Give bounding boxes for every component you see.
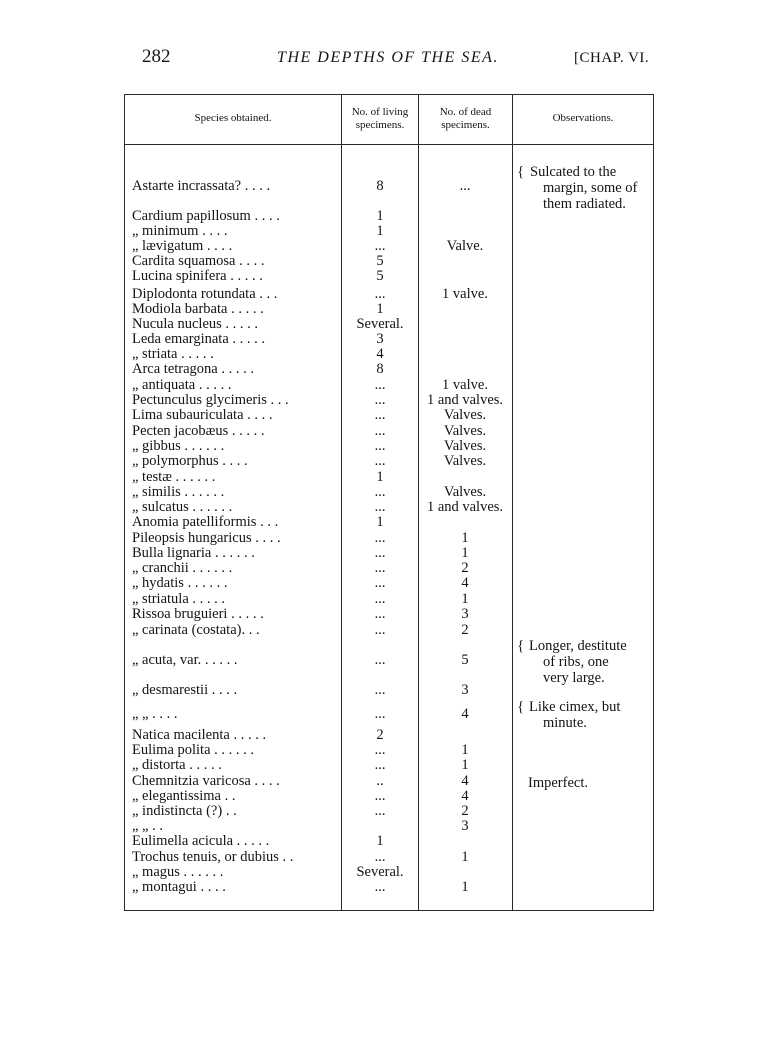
species-name: Nucula nucleus . . . . . xyxy=(132,316,259,332)
species-name: Chemnitzia varicosa . . . . xyxy=(132,773,280,789)
table-row xyxy=(0,788,776,804)
table-row xyxy=(0,879,776,895)
observation-line: minute. xyxy=(543,715,587,731)
species-name: Bulla lignaria . . . . . . xyxy=(132,545,255,561)
dead-count: 3 xyxy=(461,682,469,698)
living-count: ... xyxy=(374,879,386,895)
species-name: „ carinata (costata). . . xyxy=(132,622,260,638)
species-name: „ sulcatus . . . . . . xyxy=(132,499,233,515)
dead-count: Valve. xyxy=(446,238,484,254)
dead-count: 1 xyxy=(461,591,469,607)
species-name: „ striata . . . . . xyxy=(132,346,214,362)
species-name: „ desmarestii . . . . xyxy=(132,682,238,698)
table-row xyxy=(0,727,776,743)
living-count: ... xyxy=(374,706,386,722)
species-name: Leda emarginata . . . . . xyxy=(132,331,265,347)
observation-line: Sulcated to the xyxy=(530,164,617,180)
living-count: ... xyxy=(374,757,386,773)
species-name: „ striatula . . . . . xyxy=(132,591,226,607)
table-header-rule xyxy=(124,144,654,145)
dead-count: 1 and valves. xyxy=(426,392,504,408)
species-name: Eulima polita . . . . . . xyxy=(132,742,255,758)
brace-glyph: { xyxy=(517,699,525,715)
living-count: ... xyxy=(374,286,386,302)
column-header-dead-line: specimens. xyxy=(441,119,490,131)
living-count: ... xyxy=(374,849,386,865)
table-bottom-rule xyxy=(124,910,654,911)
table-row xyxy=(0,682,776,698)
living-count: 1 xyxy=(376,833,384,849)
dead-count: 1 xyxy=(461,849,469,865)
table-row xyxy=(0,469,776,485)
living-count: ... xyxy=(374,575,386,591)
species-name: Pileopsis hungaricus . . . . xyxy=(132,530,281,546)
dead-count: 1 xyxy=(461,879,469,895)
dead-count: 2 xyxy=(461,803,469,819)
observation-line: very large. xyxy=(543,670,605,686)
table-row xyxy=(0,268,776,284)
dead-count: 3 xyxy=(461,606,469,622)
table-row xyxy=(0,606,776,622)
living-count: ... xyxy=(374,484,386,500)
observation-note xyxy=(517,699,653,733)
species-name: Pectunculus glycimeris . . . xyxy=(132,392,289,408)
living-count: ... xyxy=(374,545,386,561)
living-count: .. xyxy=(376,773,384,789)
living-count: ... xyxy=(374,803,386,819)
living-count: 1 xyxy=(376,301,384,317)
species-name: Lucina spinifera . . . . . xyxy=(132,268,263,284)
species-name: Natica macilenta . . . . . xyxy=(132,727,267,743)
dead-count: 1 xyxy=(461,530,469,546)
table-row xyxy=(0,833,776,849)
species-name: Pecten jacobæus . . . . . xyxy=(132,423,265,439)
species-name: „ montagui . . . . xyxy=(132,879,226,895)
species-name: „ magus . . . . . . xyxy=(132,864,224,880)
table-row xyxy=(0,530,776,546)
page-number: 282 xyxy=(142,46,171,67)
table-row xyxy=(0,484,776,500)
table-row xyxy=(0,301,776,317)
observation-line: Imperfect. xyxy=(528,775,588,791)
species-name: „ gibbus . . . . . . xyxy=(132,438,225,454)
observation-line: Longer, destitute xyxy=(529,638,627,654)
dead-count: Valves. xyxy=(443,407,487,423)
table-row xyxy=(0,286,776,302)
table-row xyxy=(0,560,776,576)
dead-count: 4 xyxy=(461,788,469,804)
species-name: „ polymorphus . . . . xyxy=(132,453,248,469)
living-count: ... xyxy=(374,606,386,622)
living-count: ... xyxy=(374,392,386,408)
living-count: ... xyxy=(374,423,386,439)
column-header-living-line: No. of living xyxy=(351,106,409,118)
living-count: 5 xyxy=(376,268,384,284)
table-top-rule xyxy=(124,94,654,95)
living-count: ... xyxy=(374,652,386,668)
table-row xyxy=(0,331,776,347)
table-row xyxy=(0,803,776,819)
table-row xyxy=(0,438,776,454)
table-row xyxy=(0,253,776,269)
dead-count: 2 xyxy=(461,622,469,638)
living-count: 3 xyxy=(376,331,384,347)
living-count: ... xyxy=(374,407,386,423)
dead-count: 1 xyxy=(461,742,469,758)
species-name: „ cranchii . . . . . . xyxy=(132,560,233,576)
dead-count: 4 xyxy=(461,706,469,722)
column-header-living-line: specimens. xyxy=(355,119,405,131)
living-count: ... xyxy=(374,438,386,454)
species-name: „ elegantissima . . xyxy=(132,788,236,804)
species-name: Diplodonta rotundata . . . xyxy=(132,286,278,302)
dead-count: 1 and valves. xyxy=(426,499,504,515)
chapter-reference: [CHAP. VI. xyxy=(574,50,650,66)
column-header-dead xyxy=(419,106,512,132)
observation-note xyxy=(528,775,648,793)
table-row xyxy=(0,453,776,469)
table-row xyxy=(0,223,776,239)
living-count: 4 xyxy=(376,346,384,362)
table-row xyxy=(0,514,776,530)
species-name: Anomia patelliformis . . . xyxy=(132,514,279,530)
observation-line: of ribs, one xyxy=(543,654,609,670)
species-name: „ acuta, var. . . . . . xyxy=(132,652,238,668)
dead-count: 1 valve. xyxy=(442,286,488,302)
table-row xyxy=(0,377,776,393)
living-count: 5 xyxy=(376,253,384,269)
living-count: Several. xyxy=(356,316,404,332)
dead-count: 2 xyxy=(461,560,469,576)
living-count: 1 xyxy=(376,514,384,530)
species-name: Astarte incrassata? . . . . xyxy=(132,178,271,194)
dead-count: Valves. xyxy=(443,423,487,439)
column-header-species: Species obtained. xyxy=(194,112,272,124)
brace-glyph: { xyxy=(517,638,525,654)
table-row xyxy=(0,407,776,423)
species-name: „ distorta . . . . . xyxy=(132,757,222,773)
observation-note xyxy=(517,638,653,688)
living-count: 1 xyxy=(376,223,384,239)
table-row xyxy=(0,849,776,865)
table-row xyxy=(0,238,776,254)
table-row xyxy=(0,392,776,408)
living-count: 8 xyxy=(376,361,384,377)
species-name: „ testæ . . . . . . xyxy=(132,469,216,485)
living-count: ... xyxy=(374,530,386,546)
table-row xyxy=(0,864,776,880)
table-row xyxy=(0,545,776,561)
brace-glyph: { xyxy=(517,164,525,180)
dead-count: 4 xyxy=(461,773,469,789)
species-name: Lima subauriculata . . . . xyxy=(132,407,273,423)
table-row xyxy=(0,742,776,758)
living-count: 8 xyxy=(376,178,384,194)
living-count: ... xyxy=(374,499,386,515)
table-row xyxy=(0,316,776,332)
species-name: Arca tetragona . . . . . xyxy=(132,361,254,377)
species-name: „ indistincta (?) . . xyxy=(132,803,237,819)
living-count: ... xyxy=(374,453,386,469)
table-row xyxy=(0,361,776,377)
table-row xyxy=(0,757,776,773)
observation-line: margin, some of xyxy=(543,180,638,196)
living-count: ... xyxy=(374,377,386,393)
species-name: „ „ . . . . xyxy=(132,706,178,722)
species-name: Eulimella acicula . . . . . xyxy=(132,833,270,849)
living-count: ... xyxy=(374,788,386,804)
living-count: ... xyxy=(374,560,386,576)
table-row xyxy=(0,818,776,834)
table-row xyxy=(0,622,776,638)
dead-count: 1 valve. xyxy=(442,377,488,393)
living-count: ... xyxy=(374,742,386,758)
species-name: „ antiquata . . . . . xyxy=(132,377,232,393)
living-count: 2 xyxy=(376,727,384,743)
living-count: ... xyxy=(374,591,386,607)
species-name: „ similis . . . . . . xyxy=(132,484,225,500)
table-row xyxy=(0,575,776,591)
species-name: „ minimum . . . . xyxy=(132,223,228,239)
living-count: ... xyxy=(374,238,386,254)
table-row xyxy=(0,773,776,789)
species-name: „ hydatis . . . . . . xyxy=(132,575,228,591)
living-count: ... xyxy=(374,622,386,638)
table-row xyxy=(0,208,776,224)
table-row xyxy=(0,652,776,668)
living-count: Several. xyxy=(356,864,404,880)
table-row xyxy=(0,178,776,194)
table-row xyxy=(0,346,776,362)
dead-count: 4 xyxy=(461,575,469,591)
column-header-dead-line: No. of dead xyxy=(439,106,492,118)
dead-count: 1 xyxy=(461,545,469,561)
observation-note xyxy=(517,164,653,214)
species-name: Rissoa bruguieri . . . . . xyxy=(132,606,264,622)
species-name: Trochus tenuis, or dubius . . xyxy=(132,849,294,865)
dead-count: 1 xyxy=(461,757,469,773)
observation-line: Like cimex, but xyxy=(529,699,621,715)
column-header-observations: Observations. xyxy=(552,112,614,124)
dead-count: Valves. xyxy=(443,438,487,454)
living-count: ... xyxy=(374,682,386,698)
table-row xyxy=(0,499,776,515)
column-header-living xyxy=(342,106,418,132)
dead-count: 5 xyxy=(461,652,469,668)
table-row xyxy=(0,706,776,722)
dead-count: Valves. xyxy=(443,484,487,500)
species-name: Modiola barbata . . . . . xyxy=(132,301,264,317)
dead-count: Valves. xyxy=(443,453,487,469)
dead-count: 3 xyxy=(461,818,469,834)
table-row xyxy=(0,423,776,439)
observation-line: them radiated. xyxy=(543,196,626,212)
species-name: „ „ . . xyxy=(132,818,163,834)
table-row xyxy=(0,591,776,607)
running-title: THE DEPTHS OF THE SEA. xyxy=(277,49,499,66)
species-name: Cardita squamosa . . . . xyxy=(132,253,265,269)
species-name: „ lævigatum . . . . xyxy=(132,238,233,254)
dead-count: ... xyxy=(459,178,471,194)
living-count: 1 xyxy=(376,208,384,224)
living-count: 1 xyxy=(376,469,384,485)
species-name: Cardium papillosum . . . . xyxy=(132,208,280,224)
